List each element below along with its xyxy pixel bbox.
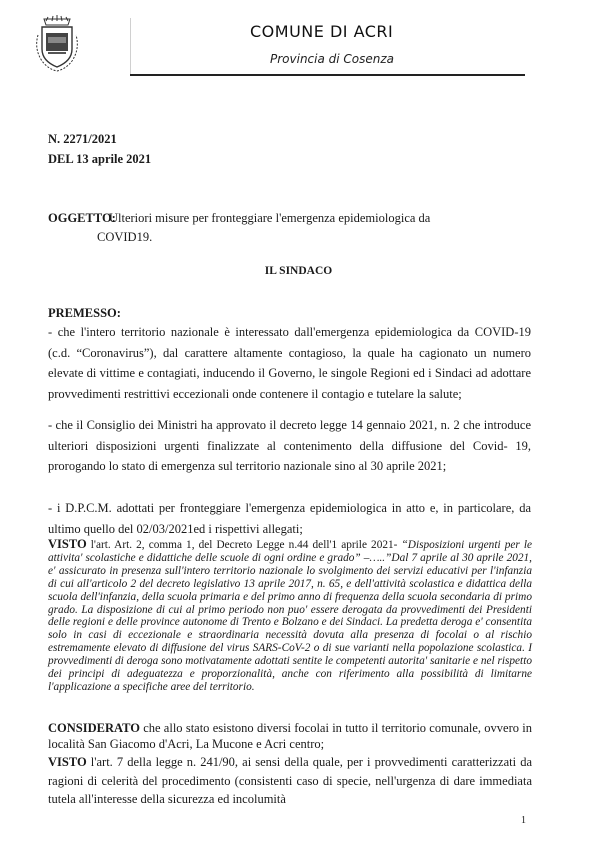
visto2-label: VISTO <box>48 755 87 769</box>
provincia-subtitle: Provincia di Cosenza <box>270 52 395 66</box>
considerato-label: CONSIDERATO <box>48 721 140 735</box>
premesso-item-1 <box>48 322 531 404</box>
comune-title: COMUNE DI ACRI <box>250 22 394 41</box>
municipal-crest-icon <box>34 15 80 75</box>
page-number: 1 <box>521 815 526 826</box>
visto-decreto-paragraph <box>48 538 532 694</box>
visto-quoted-text: “Disposizioni urgenti per le attivita' scolastiche e didattiche delle scuole di ogni ordine e grado” –…..”Dal 7 aprile al 30 aprile 2021, e' assicurato in presenza sull'intero territorio nazionale lo svolgimento dei servizi educativi per l'infanzia di cui all'articolo 2 del decreto legislativo 13 aprile 2017, n. 65, e dell'attività scolastica e didattica della scuola dell'infanzia, della scuola primaria e del primo anno di frequenza della scuola secondaria di primo grado. La disposizione di cui al primo periodo non puo' essere derogata da provvedimenti dei Presidenti delle regioni e delle province autonome di Trento e Bolzano e dei Sindaci. La predetta deroga e' consentita solo in casi di eccezionale e straordinaria necessità dovuta alla presenza di focolai o al rischio estremamente elevato di diffusione del virus SARS-CoV-2 o di sue varianti nella popolazione scolastica. I provvedimenti di deroga sono motivatamente adottati sentite le competenti autorita' sanitarie e nel rispetto dei principi di adeguatezza e proporzionalità, anche con riferimento alla possibilità di limitarne l'applicazione a specifiche aree del territorio. <box>48 539 532 693</box>
header-divider <box>130 74 525 76</box>
header-divider-vertical <box>130 18 131 75</box>
oggetto-label: OGGETTO: <box>48 211 116 225</box>
visto-intro: l'art. Art. 2, comma 1, del Decreto Legge n.44 dell'1 aprile 2021- <box>86 539 402 551</box>
document-date: DEL 13 aprile 2021 <box>48 152 152 166</box>
document-number: N. 2271/2021 <box>48 132 117 146</box>
premesso-item-3 <box>48 498 531 539</box>
considerato-text: che allo stato esistono diversi focolai in tutto il territorio comunale, ovvero in località San Giacomo d'Acri, La Mucone e Acri centro; <box>48 721 532 751</box>
oggetto-text-line2: COVID19. <box>97 230 153 244</box>
visto-legge-paragraph <box>48 753 532 809</box>
premesso-item-2-text: - che il Consiglio dei Ministri ha approvato il decreto legge 14 gennaio 2021, n. 2 che introduce ulteriori disposizioni urgenti finalizzate al contenimento della diffusione del Covid- 19, prorogando lo stato di emergenza sul territorio nazionale sino al 30 aprile 2021; <box>48 418 531 473</box>
premesso-item-2 <box>48 415 531 477</box>
visto2-text: l'art. 7 della legge n. 241/90, ai sensi della quale, per i provvedimenti caratterizzati da ragioni di celerità del procedimento (consistenti caso di specie, nell'urgenza di dare immediata tutela all'interesse della sicurezza ed incolumità <box>48 755 532 806</box>
premesso-item-3-text: - i D.P.C.M. adottati per fronteggiare l'emergenza epidemiologica in atto e, in particolare, da ultimo quello del 02/03/2021ed i rispettivi allegati; <box>48 501 531 536</box>
section-heading-sindaco: IL SINDACO <box>264 265 333 277</box>
visto-label: VISTO <box>48 537 87 551</box>
considerato-paragraph <box>48 720 532 752</box>
oggetto-text-line1: Ulteriori misure per fronteggiare l'emergenza epidemiologica da <box>109 211 431 225</box>
premesso-item-1-text: - che l'intero territorio nazionale è interessato dall'emergenza epidemiologica da COVID-19 (c.d. “Coronavirus”), dal carattere altamente contagioso, la quale ha cagionato un numero elevate di vittime e contagiati, inducendo il Governo, le singole Regioni ed i Sindaci ad adottare provvedimenti restrittivi eccezionali onde contenere il contagio e tutelare la salute; <box>48 325 531 401</box>
premesso-label: PREMESSO: <box>48 306 121 320</box>
